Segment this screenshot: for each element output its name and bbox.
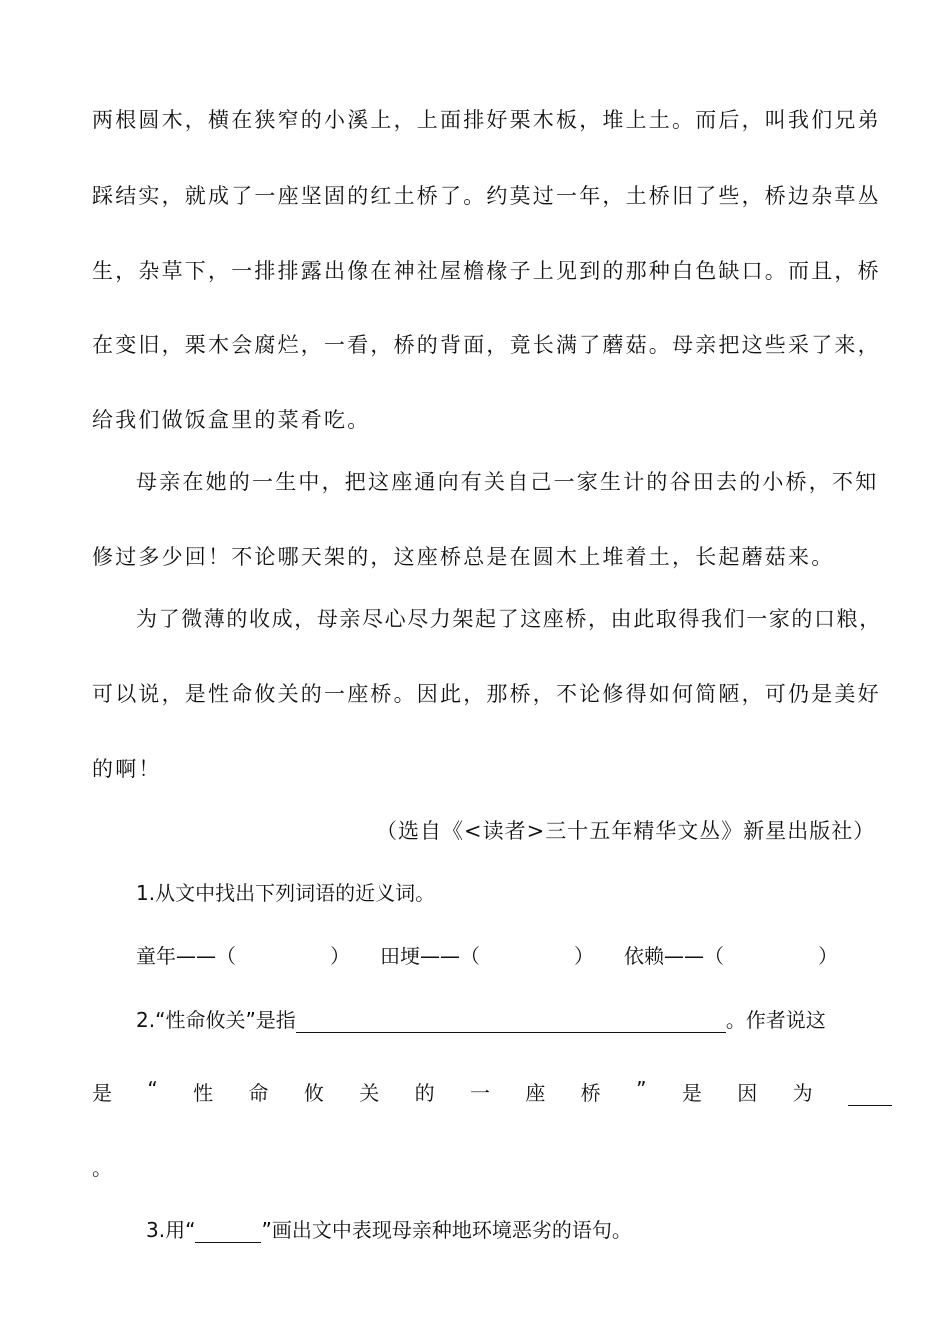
- q2-char: 因: [737, 1081, 758, 1105]
- passage-line: [92, 104, 881, 134]
- passage-line: 修过多少回！不论哪天架的，这座桥总是在圆木上堆着土，长起蘑菇来。: [92, 545, 835, 569]
- synonym-word-1: 童年——（: [136, 944, 236, 968]
- passage-line: 在变旧，栗木会腐烂，一看，桥的背面，竟长满了蘑菇。母亲把这些采了来，: [92, 333, 881, 357]
- q2-char: 一: [470, 1081, 490, 1105]
- passage-line: 为了微薄的收成，母亲尽心尽力架起了这座桥，由此取得我们一家的口粮，: [136, 607, 882, 631]
- q2-char: 攸: [303, 1081, 324, 1105]
- question-3-suffix: ”画出文中表现母亲种地环境恶劣的语句。: [261, 1218, 632, 1242]
- question-3-prefix: 3.用“: [146, 1218, 196, 1242]
- q2-char: “: [147, 1077, 158, 1101]
- q2-char: 性: [193, 1081, 214, 1105]
- answer-blank[interactable]: [296, 1008, 726, 1033]
- synonym-word-2: 田埂——（: [380, 944, 480, 968]
- passage-line: 的啊！: [92, 757, 162, 781]
- passage-line: 踩结实，就成了一座坚固的红土桥了。约莫过一年，土桥旧了些，桥边杂草丛: [92, 184, 881, 208]
- close-paren: ）: [574, 944, 594, 968]
- source-citation: （选自《<读者>三十五年精华文丛》新星出版社）: [376, 819, 876, 843]
- q2-char: 是: [681, 1081, 702, 1105]
- passage-line: 给我们做饭盒里的菜肴吃。: [92, 408, 371, 432]
- passage-line: 母亲在她的一生中，把这座通向有关自己一家生计的谷田去的小桥，不知: [136, 470, 879, 494]
- question-2-end: 。: [92, 1156, 112, 1180]
- question-1-synonym-row: [136, 940, 838, 969]
- answer-blank[interactable]: [848, 1077, 892, 1106]
- question-3: [146, 1214, 632, 1243]
- q2-char: 桥: [580, 1081, 601, 1105]
- passage-line: 可以说，是性命攸关的一座桥。因此，那桥，不论修得如何简陋，可仍是美好: [92, 682, 881, 706]
- q2-char: 的: [414, 1081, 435, 1105]
- close-paren: ）: [818, 944, 838, 968]
- q2-char: 命: [248, 1081, 269, 1105]
- question-2-suffix: 。作者说这: [725, 1008, 826, 1032]
- question-2-prefix: 2.“性命攸关”是指: [136, 1008, 296, 1032]
- passage-line: 生，杂草下，一排排露出像在神社屋檐椽子上见到的那种白色缺口。而且，桥: [92, 259, 881, 283]
- q2-char: 座: [525, 1081, 546, 1105]
- q2-char: 为: [792, 1081, 813, 1105]
- passage-line-text: 两根圆木，横在狭窄的小溪上，上面排好栗木板，堆上土。而后，叫我们兄弟: [92, 108, 881, 132]
- question-2-line-2: [92, 1077, 892, 1106]
- underline-mark: [195, 1218, 261, 1243]
- q2-char: ”: [636, 1077, 647, 1101]
- q2-char: 关: [359, 1081, 380, 1105]
- synonym-word-3: 依赖——（: [624, 944, 724, 968]
- question-2: [136, 1004, 826, 1033]
- q2-char: 是: [92, 1081, 112, 1105]
- question-1: 1.从文中找出下列词语的近义词。: [136, 881, 436, 905]
- close-paren: ）: [330, 944, 350, 968]
